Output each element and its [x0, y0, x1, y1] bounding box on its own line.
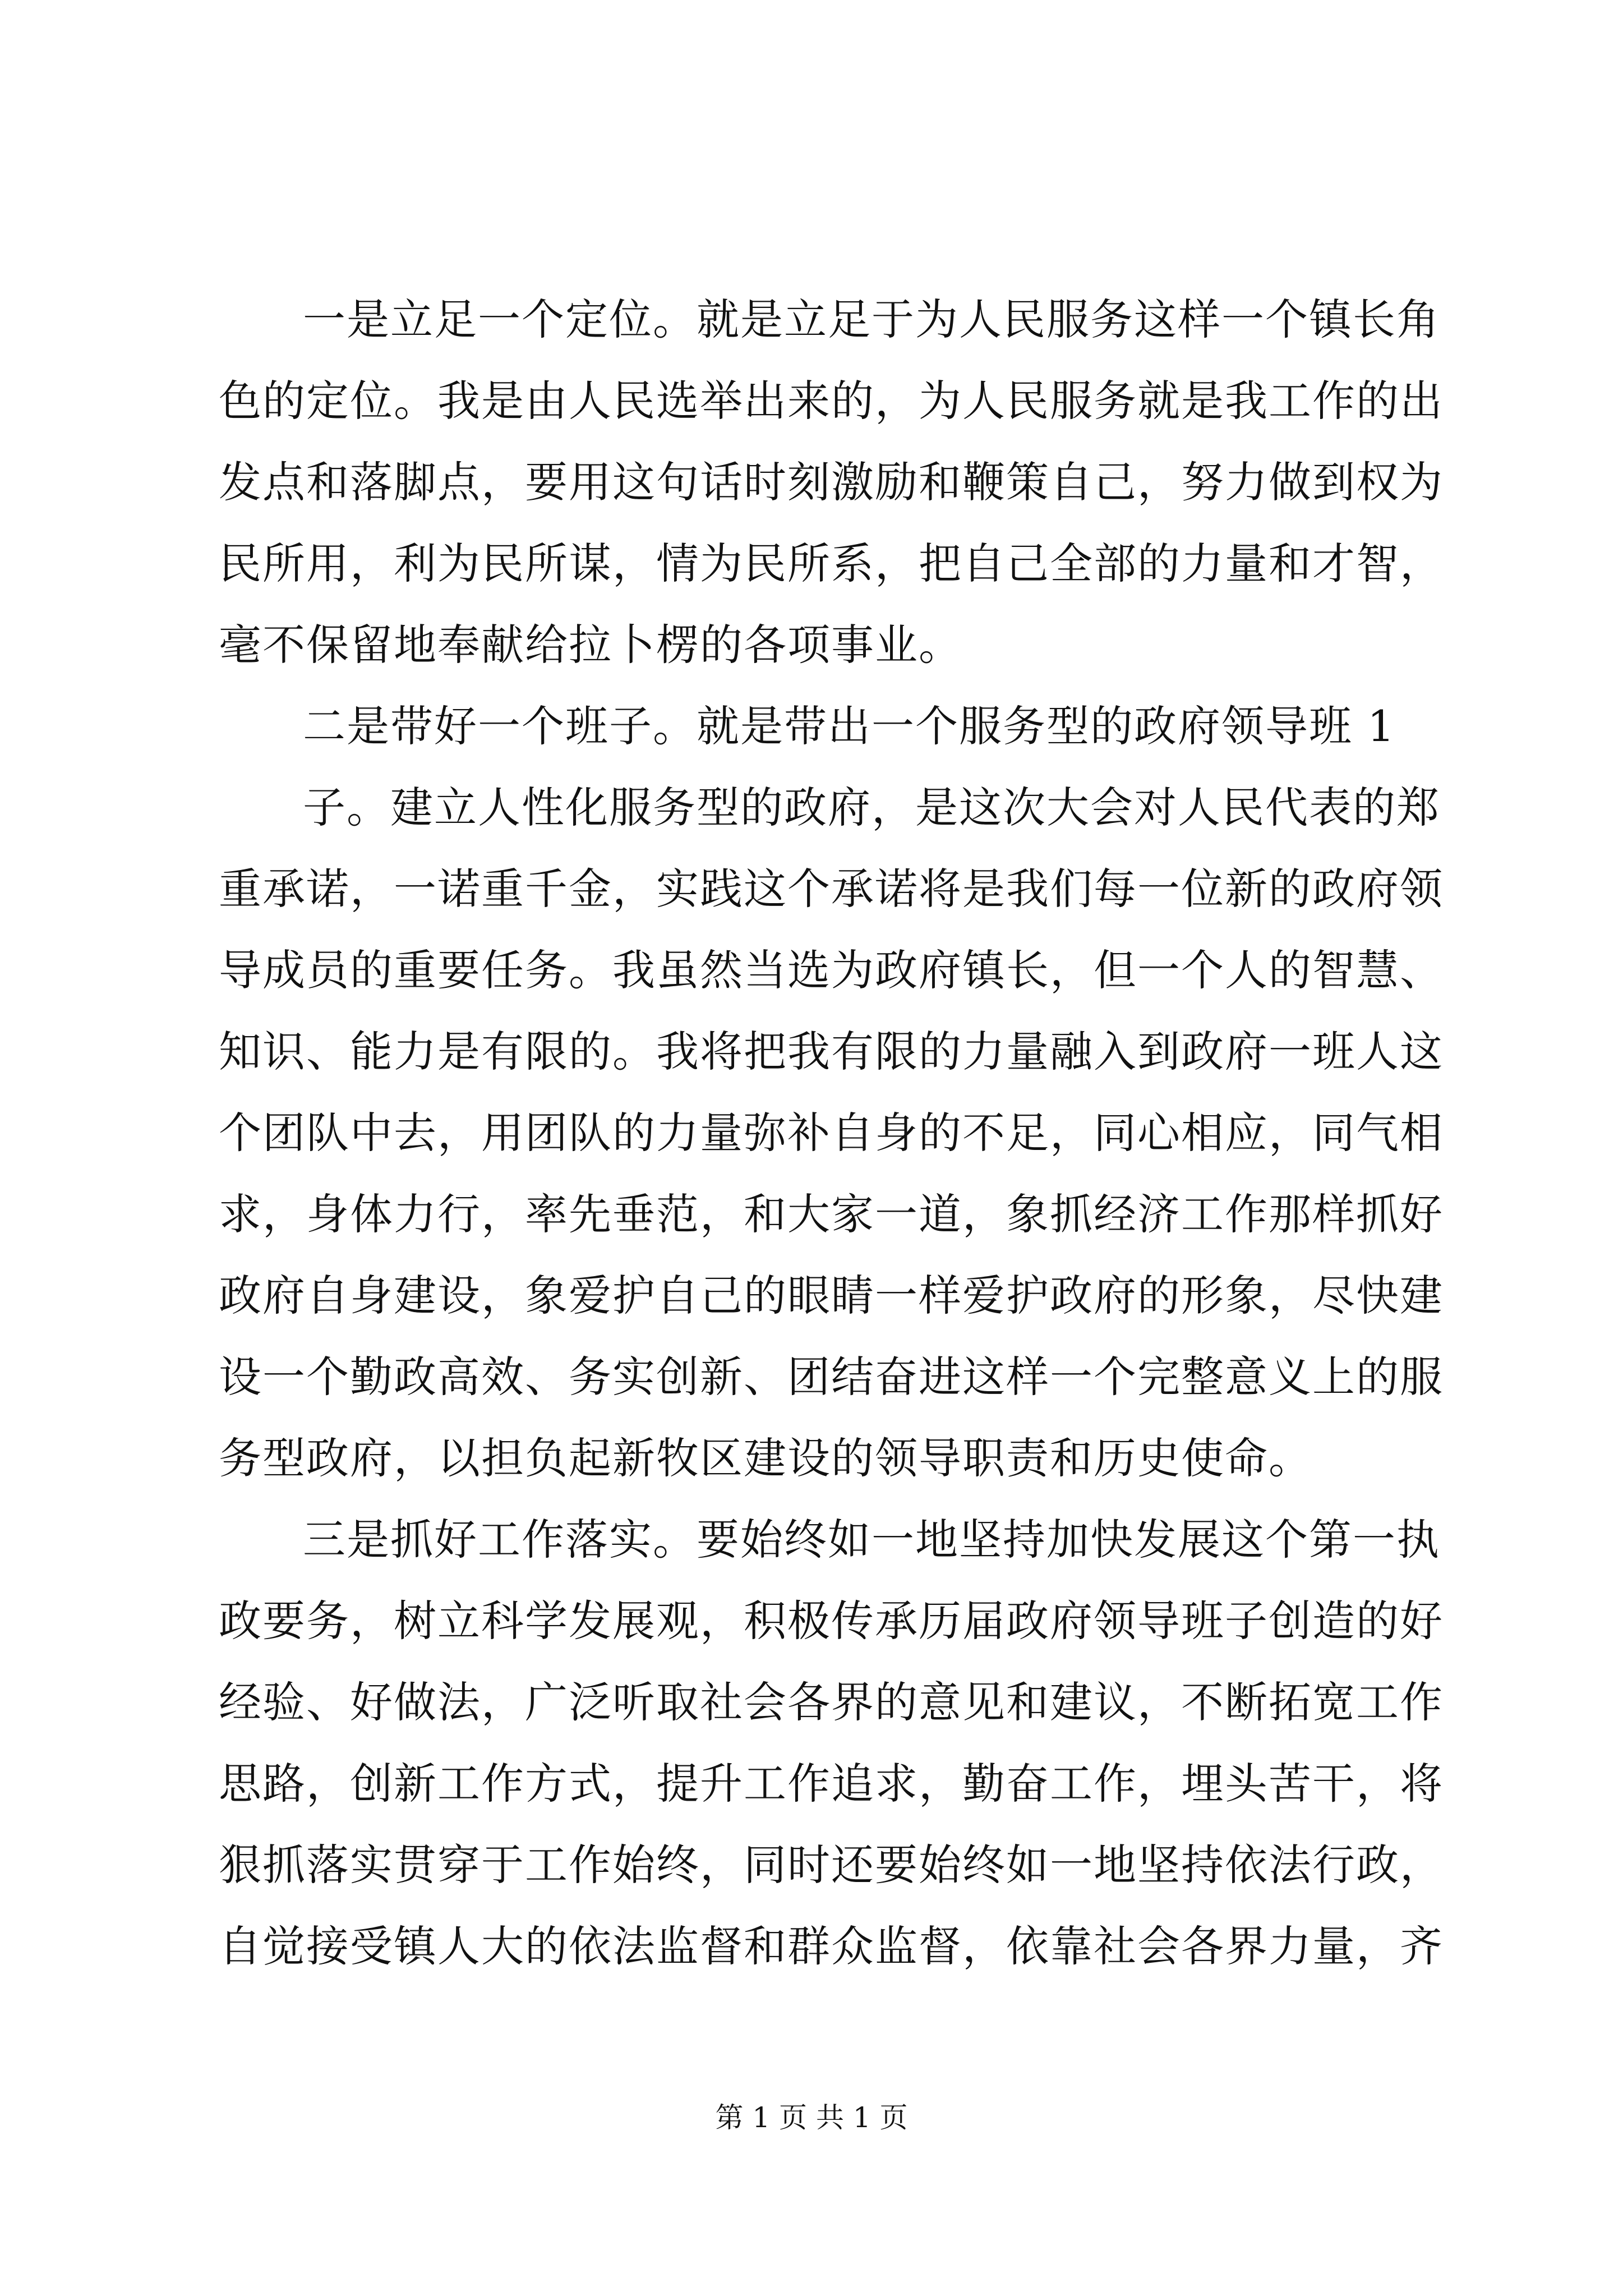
page-number-footer: 第 1 页 共 1 页: [715, 2101, 908, 2134]
text-line: 政府自身建设，象爱护自己的眼睛一样爱护政府的形象，尽快建: [219, 1271, 1444, 1320]
text-line: 民所用，利为民所谋，情为民所系，把自己全部的力量和才智，: [219, 539, 1444, 588]
text-line: 经验、好做法，广泛听取社会各界的意见和建议，不断拓宽工作: [219, 1677, 1444, 1727]
text-line: 毫不保留地奉献给拉卜楞的各项事业。: [219, 620, 962, 670]
text-line: 狠抓落实贯穿于工作始终，同时还要始终如一地坚持依法行政，: [219, 1840, 1444, 1890]
text-line: 一是立足一个定位。就是立足于为人民服务这样一个镇长角: [303, 295, 1440, 344]
text-line: 三是抓好工作落实。要始终如一地坚持加快发展这个第一执: [303, 1515, 1440, 1565]
text-line: 发点和落脚点，要用这句话时刻激励和鞭策自己，努力做到权为: [219, 457, 1444, 507]
text-line: 务型政府，以担负起新牧区建设的领导职责和历史使命。: [219, 1433, 1312, 1483]
text-line: 思路，创新工作方式，提升工作追求，勤奋工作，埋头苦干，将: [219, 1759, 1444, 1809]
text-line: 二是带好一个班子。就是带出一个服务型的政府领导班 1: [303, 701, 1396, 751]
text-line: 个团队中去，用团队的力量弥补自身的不足，同心相应，同气相: [219, 1108, 1444, 1158]
text-line: 自觉接受镇人大的依法监督和群众监督，依靠社会各界力量，齐: [219, 1921, 1444, 1971]
text-line: 子。建立人性化服务型的政府，是这次大会对人民代表的郑: [303, 783, 1440, 832]
text-line: 设一个勤政高效、务实创新、团结奋进这样一个完整意义上的服: [219, 1352, 1444, 1402]
text-line: 求，身体力行，率先垂范，和大家一道，象抓经济工作那样抓好: [219, 1189, 1444, 1239]
text-line: 重承诺，一诺重千金，实践这个承诺将是我们每一位新的政府领: [219, 864, 1444, 914]
text-line: 知识、能力是有限的。我将把我有限的力量融入到政府一班人这: [219, 1027, 1444, 1076]
text-line: 色的定位。我是由人民选举出来的，为人民服务就是我工作的出: [219, 376, 1444, 426]
text-line: 导成员的重要任务。我虽然当选为政府镇长，但一个人的智慧、: [219, 945, 1444, 995]
text-line: 政要务，树立科学发展观，积极传承历届政府领导班子创造的好: [219, 1596, 1444, 1646]
